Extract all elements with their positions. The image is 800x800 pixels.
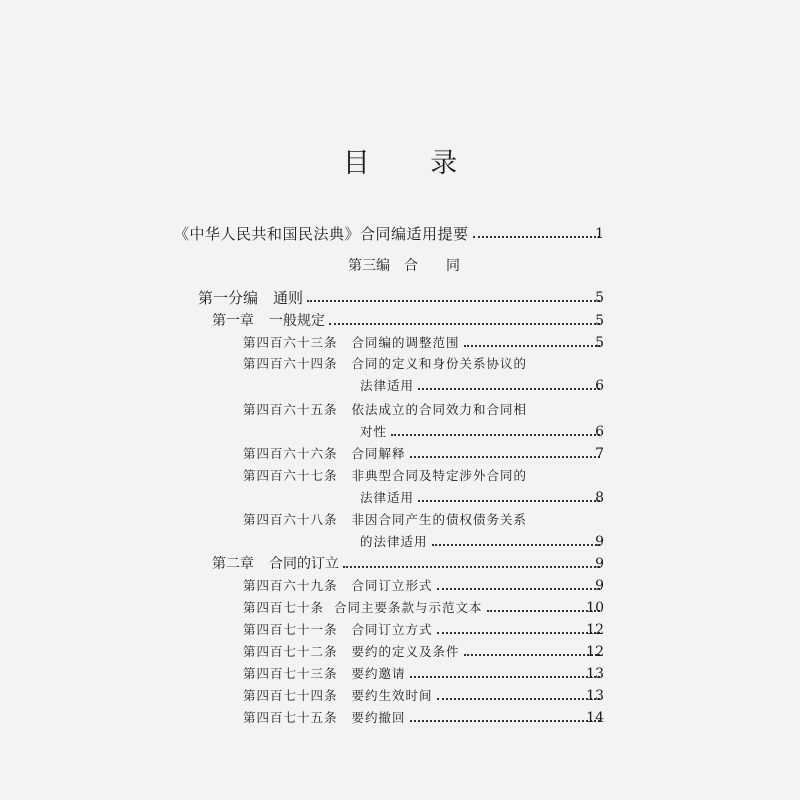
dot-leader [307,300,600,302]
entry-text: 合同订立方式 [351,622,433,637]
dot-leader [473,236,600,238]
entry-text: 非典型合同及特定涉外合同的 [351,468,528,483]
dot-leader [432,544,600,546]
entry-page-number: 8 [595,490,604,506]
entry-page-number: 7 [595,446,604,462]
page-title: 目 录 [342,148,484,179]
entry-page-number: 12 [586,622,604,638]
toc-entry-article [243,642,604,662]
toc-entry-article [243,400,604,420]
toc-entry-continuation [360,376,604,396]
toc-entry-continuation [360,532,604,552]
entry-number: 第四百六十六条 [243,446,338,461]
intro-page-number: 1 [595,226,604,242]
entry-text: 一般规定 [269,313,325,329]
toc-entry-article [243,620,604,640]
entry-text: 依法成立的合同效力和合同相 [351,402,528,417]
toc-entry-chapter [212,554,604,574]
toc-entry-article [243,510,604,530]
entry-number: 第四百七十条 [243,600,325,615]
dot-leader [464,654,600,656]
toc-entry-article [243,466,604,486]
entry-number: 第一章 [212,313,254,329]
toc-entry-article [243,686,604,706]
entry-page-number: 10 [586,600,604,616]
entry-number: 第四百六十五条 [243,402,338,417]
entry-page-number: 13 [586,666,604,682]
entry-text: 要约的定义及条件 [351,644,460,659]
entry-text: 要约邀请 [351,666,406,681]
entry-text: 合同主要条款与示范文本 [334,600,483,615]
part-heading: 第三编 合 同 [348,258,460,274]
toc-entry-chapter [212,311,604,331]
entry-text: 合同编的调整范围 [351,335,460,350]
dot-leader [487,610,600,612]
toc-entry-article [243,576,604,596]
dot-leader [410,720,600,722]
dot-leader [410,676,600,678]
dot-leader [391,434,600,436]
dot-leader [437,632,600,634]
entry-text: 合同的订立 [269,556,339,572]
entry-page-number: 6 [595,424,604,440]
entry-number: 第四百七十三条 [243,666,338,681]
toc-entry-article [243,444,604,464]
entry-text: 要约撤回 [351,710,406,725]
toc-entry-article [243,598,604,618]
toc-entry-division [198,288,604,308]
entry-number: 第四百七十一条 [243,622,338,637]
entry-text-continued: 法律适用 [360,378,415,393]
entry-page-number: 6 [595,378,604,394]
toc-entry-continuation [360,422,604,442]
entry-text-continued: 法律适用 [360,490,415,505]
entry-number: 第一分编 [198,289,259,307]
dot-leader [329,323,600,325]
entry-text-continued: 对性 [360,424,388,439]
dot-leader [410,456,600,458]
entry-number: 第四百七十四条 [243,688,338,703]
entry-text: 合同的定义和身份关系协议的 [351,356,528,371]
dot-leader [343,566,600,568]
entry-page-number: 13 [586,688,604,704]
entry-number: 第四百六十七条 [243,468,338,483]
entry-page-number: 9 [595,578,604,594]
entry-number: 第二章 [212,556,254,572]
intro-label: 《中华人民共和国民法典》合同编适用提要 [174,225,469,243]
entry-page-number: 14 [586,710,604,726]
entry-number: 第四百七十五条 [243,710,338,725]
entry-page-number: 5 [595,290,604,306]
entry-page-number: 5 [595,335,604,351]
entry-text: 通则 [273,289,304,307]
toc-entry-article [243,664,604,684]
entry-page-number: 12 [586,644,604,660]
entry-number: 第四百六十八条 [243,512,338,527]
entry-text: 合同解释 [351,446,406,461]
dot-leader [437,588,600,590]
entry-page-number: 9 [595,556,604,572]
dot-leader [418,388,600,390]
entry-text: 非因合同产生的债权债务关系 [351,512,528,527]
entry-number: 第四百六十九条 [243,578,338,593]
toc-entry-article [243,354,604,374]
toc-entry-continuation [360,488,604,508]
dot-leader [418,500,600,502]
dot-leader [437,698,600,700]
entry-number: 第四百六十四条 [243,356,338,371]
toc-entry-article [243,333,604,353]
entry-text: 要约生效时间 [351,688,433,703]
entry-number: 第四百六十三条 [243,335,338,350]
entry-text-continued: 的法律适用 [360,534,428,549]
entry-text: 合同订立形式 [351,578,433,593]
toc-entry-article [243,708,604,728]
entry-page-number: 5 [595,313,604,329]
entry-number: 第四百七十二条 [243,644,338,659]
entry-page-number: 9 [595,534,604,550]
toc-intro-entry [174,224,604,244]
dot-leader [464,345,600,347]
